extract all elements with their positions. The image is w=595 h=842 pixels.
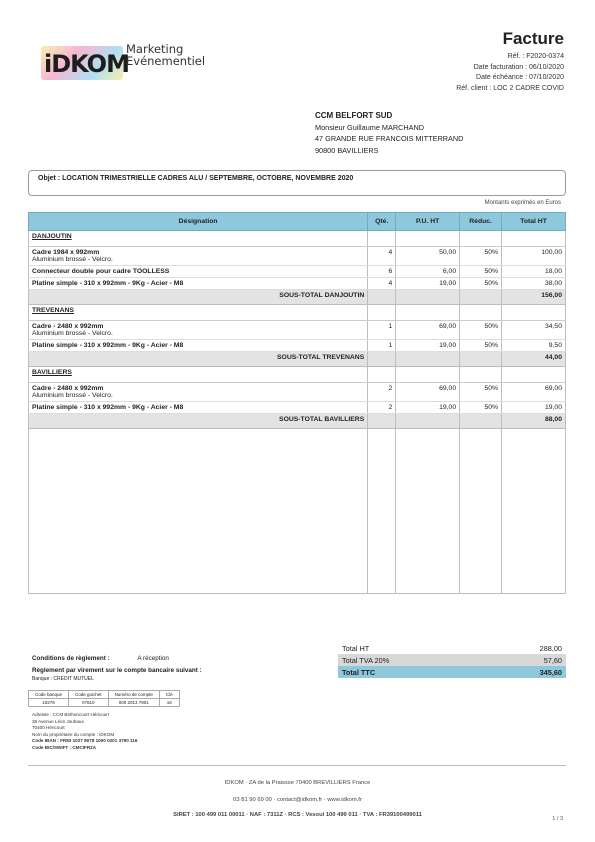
item-pu: 6,00 — [396, 266, 460, 278]
footer-line3: SIRET : 100 499 011 00011 · NAF : 7311Z · RCS : Vesoul 100 499 011 · TVA : FR39100499011 — [173, 812, 422, 818]
bank-v0: 10278 — [29, 699, 69, 707]
item-designation — [29, 278, 368, 290]
item-desc: Aluminium brossé - Velcro. — [32, 256, 113, 263]
item-title: Cadre - 2480 x 992mm — [32, 385, 104, 392]
item-pu: 69,00 — [396, 321, 460, 340]
item-qty: 4 — [368, 247, 396, 266]
bank-details — [28, 690, 180, 707]
group-name: TREVENANS — [29, 305, 368, 321]
item-reduc: 50% — [460, 402, 502, 414]
col-designation: Désignation — [29, 213, 368, 231]
item-qty: 1 — [368, 321, 396, 340]
client-contact: Monsieur Guillaume MARCHAND — [315, 122, 425, 132]
item-title: Cadre 1984 x 992mm — [32, 249, 100, 256]
invoice-ref: Réf. : F2020-0374 — [507, 53, 564, 60]
bank-h3: Clé — [159, 691, 179, 699]
item-reduc: 50% — [460, 278, 502, 290]
bic: Code BIC/SWIFT : CMCIFR2A — [32, 744, 97, 750]
item-title: Platine simple - 310 x 992mm - 9Kg - Acier - M8 — [32, 404, 184, 411]
bank-h1: Code guichet — [69, 691, 109, 699]
bank-addr3: 70400 Héricourt — [32, 725, 65, 730]
item-reduc: 50% — [460, 247, 502, 266]
table-row — [29, 321, 566, 340]
item-total: 18,00 — [502, 266, 566, 278]
invoice-meta — [456, 52, 564, 94]
bank-addr2: 38 Avenue Léon Jouhaux — [32, 718, 84, 724]
table-row — [29, 247, 566, 266]
bank-h2: Numéro de compte — [108, 691, 159, 699]
conditions-label: Conditions de règlement : — [32, 655, 110, 662]
logo-line2: Evénementiel — [126, 54, 206, 68]
table-filler — [29, 429, 566, 594]
item-reduc: 50% — [460, 340, 502, 352]
total-tva: 57,60 — [543, 655, 562, 665]
col-total: Total HT — [502, 213, 566, 231]
subtotal-value: 156,00 — [502, 290, 566, 305]
item-designation — [29, 383, 368, 402]
col-qte: Qté. — [368, 213, 396, 231]
bank-v2: 000 2013 7901 — [108, 699, 159, 707]
total-ttc-label: Total TTC — [342, 667, 376, 677]
footer-line1: IDKOM · ZA de la Praissse 70400 BREVILLIERS France — [224, 780, 371, 786]
client-name: CCM BELFORT SUD — [315, 111, 393, 120]
item-pu: 50,00 — [396, 247, 460, 266]
item-title: Cadre - 2480 x 992mm — [32, 323, 104, 330]
col-reduc: Réduc. — [460, 213, 502, 231]
item-qty: 2 — [368, 383, 396, 402]
item-title: Platine simple - 310 x 992mm - 9Kg - Acier - M8 — [32, 280, 184, 287]
item-total: 69,00 — [502, 383, 566, 402]
logo-brand: iDKOM — [44, 50, 129, 78]
item-total: 19,00 — [502, 402, 566, 414]
table-header — [29, 213, 566, 231]
total-ttc: 345,60 — [539, 667, 562, 677]
item-designation — [29, 266, 368, 278]
item-pu: 19,00 — [396, 340, 460, 352]
item-reduc: 50% — [460, 383, 502, 402]
col-pu: P.U. HT — [396, 213, 460, 231]
table-row — [29, 402, 566, 414]
account-owner: Nom du propriétaire du compte : IDKOM — [32, 731, 115, 737]
item-designation — [29, 402, 368, 414]
group-row — [29, 367, 566, 383]
table-row — [29, 340, 566, 352]
date-echeance: Date échéance : 07/10/2020 — [476, 74, 564, 81]
invoice-title: Facture — [502, 29, 564, 48]
item-reduc: 50% — [460, 321, 502, 340]
subtotal-label: SOUS-TOTAL DANJOUTIN — [29, 290, 368, 305]
bank-v3: 16 — [159, 699, 179, 707]
subtotal-row — [29, 290, 566, 305]
item-qty: 2 — [368, 402, 396, 414]
group-name: BAVILLIERS — [29, 367, 368, 383]
item-designation — [29, 340, 368, 352]
item-desc: Aluminium brossé - Velcro. — [32, 392, 113, 399]
item-desc: Aluminium brossé - Velcro. — [32, 330, 113, 337]
subtotal-row — [29, 352, 566, 367]
payment-terms — [32, 654, 202, 684]
item-pu: 19,00 — [396, 402, 460, 414]
item-qty: 6 — [368, 266, 396, 278]
footer-divider — [28, 765, 566, 766]
subtotal-value: 44,00 — [502, 352, 566, 367]
currency-note: Montants exprimés en Euros — [484, 200, 561, 206]
item-total: 38,00 — [502, 278, 566, 290]
item-title: Connecteur double pour cadre TOOLLESS — [32, 268, 170, 275]
item-qty: 1 — [368, 340, 396, 352]
logo-tagline — [126, 43, 205, 67]
subtotal-row — [29, 414, 566, 429]
item-qty: 4 — [368, 278, 396, 290]
invoice-object: Objet : LOCATION TRIMESTRIELLE CADRES ALU / SEPTEMBRE, OCTOBRE, NOVEMBRE 2020 — [28, 170, 566, 196]
item-pu: 69,00 — [396, 383, 460, 402]
subtotal-label: SOUS-TOTAL BAVILLIERS — [29, 414, 368, 429]
date-facturation: Date facturation : 06/10/2020 — [473, 63, 564, 71]
table-row — [29, 278, 566, 290]
bank-v1: 07810 — [69, 699, 109, 707]
bank-h0: Code banque — [29, 691, 69, 699]
ref-client: Réf. client : LOC 2 CADRE COVID — [456, 84, 564, 92]
conditions-value: A réception — [137, 655, 169, 662]
item-total: 34,50 — [502, 321, 566, 340]
subtotal-value: 88,00 — [502, 414, 566, 429]
total-tva-label: Total TVA 20% — [342, 655, 390, 665]
virement-label: Règlement par virement sur le compte bancaire suivant : — [32, 667, 202, 674]
invoice-table — [28, 212, 566, 594]
table-row — [29, 383, 566, 402]
group-name: DANJOUTIN — [29, 231, 368, 247]
logo-line1: Marketing — [126, 42, 184, 56]
footer-line2: 03 81 90 69 00 · contact@idkom.fr · www.idkom.fr — [233, 797, 362, 803]
bank-address — [32, 712, 137, 751]
item-title: Platine simple - 310 x 992mm - 9Kg - Acier - M8 — [32, 342, 184, 349]
group-row — [29, 305, 566, 321]
subtotal-label: SOUS-TOTAL TREVENANS — [29, 352, 368, 367]
client-city: 90800 BAVILLIERS — [315, 145, 379, 155]
group-row — [29, 231, 566, 247]
client-address — [315, 110, 463, 156]
item-total: 9,50 — [502, 340, 566, 352]
totals-box — [338, 642, 566, 678]
item-designation — [29, 247, 368, 266]
page-number: 1 / 3 — [552, 816, 563, 822]
item-designation — [29, 321, 368, 340]
iban: Code IBAN : FR83 1027 8078 1000 0201 3790 116 — [32, 738, 138, 743]
bank-addr1: Adresse : CCM Bethoncourt Héricourt — [32, 712, 110, 717]
item-reduc: 50% — [460, 266, 502, 278]
client-street: 47 GRANDE RUE FRANCOIS MITTERRAND — [315, 134, 464, 143]
item-pu: 19,00 — [396, 278, 460, 290]
total-ht-label: Total HT — [342, 643, 370, 653]
total-ht: 288,00 — [539, 643, 562, 653]
item-total: 100,00 — [502, 247, 566, 266]
bank-name: Banque : CREDIT MUTUEL — [32, 676, 94, 682]
table-row — [29, 266, 566, 278]
